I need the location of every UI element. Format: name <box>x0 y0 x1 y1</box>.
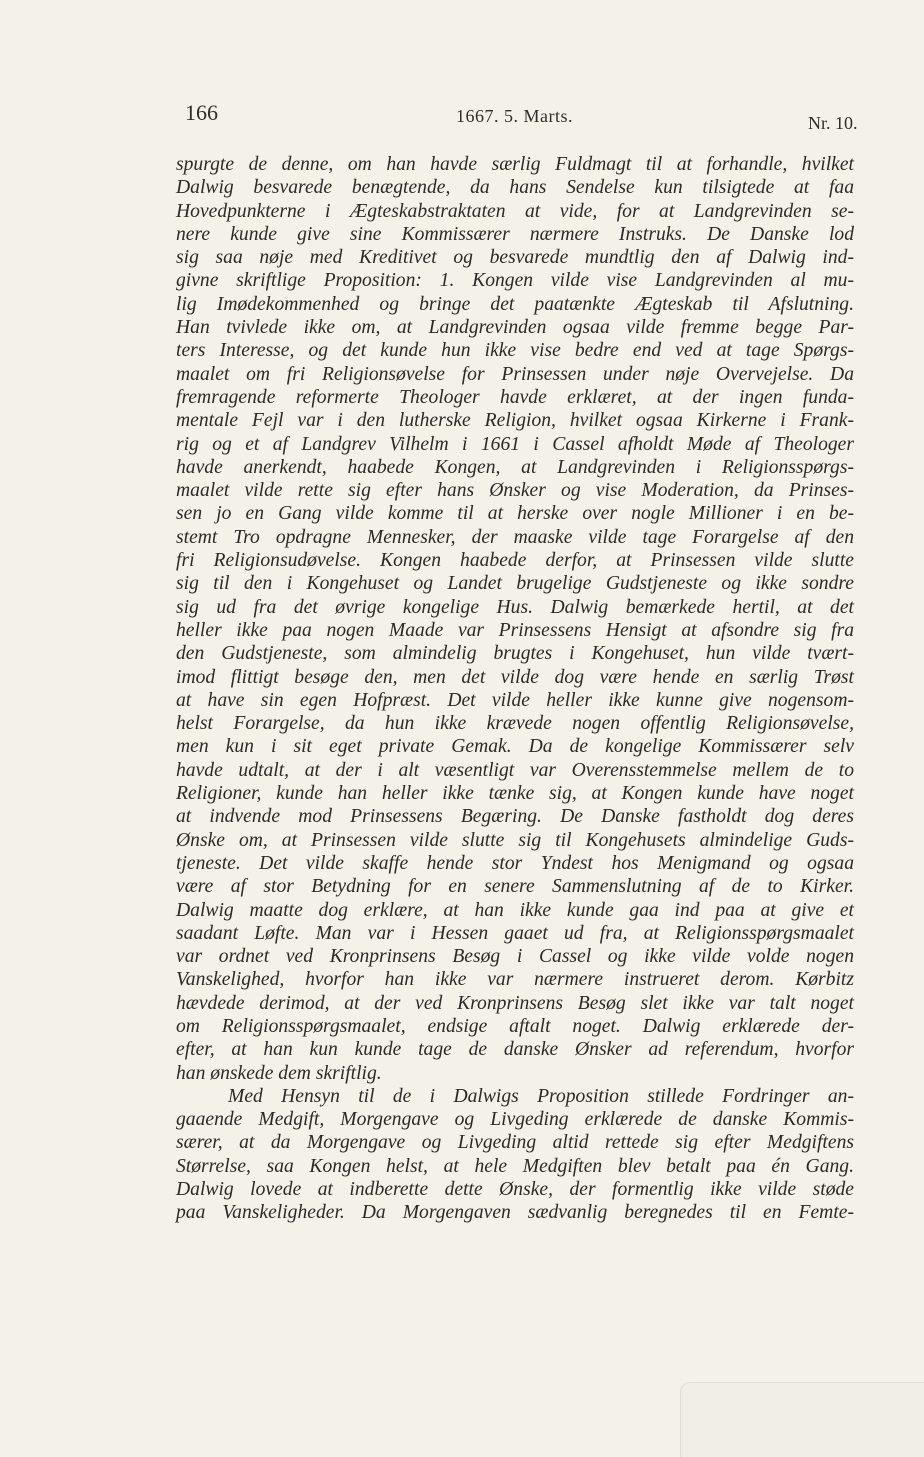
text-line: paa Vanskeligheder. Da Morgengaven sædvanlig beregnedes til en Femte- <box>176 1202 854 1224</box>
text-line: mentale Fejl var i den lutherske Religion, hvilket ogsaa Kirkerne i Frank- <box>176 410 854 432</box>
text-line: hævdede derimod, at der ved Kronprinsens Besøg slet ikke var talt noget <box>176 992 854 1014</box>
text-line: givne skriftlige Proposition: 1. Kongen vilde vise Landgrevinden al mu- <box>176 270 854 292</box>
text-line: stemt Tro opdragne Mennesker, der maaske vilde tage Forargelse af den <box>176 526 854 548</box>
text-line: lig Imødekommenhed og bringe det paatænkte Ægteskab til Afslutning. <box>176 293 854 315</box>
body-text <box>176 153 854 1225</box>
text-line: helst Forargelse, da hun ikke krævede nogen offentlig Religionsøvelse, <box>176 713 854 735</box>
text-line: Hovedpunkterne i Ægteskabstraktaten at vide, for at Landgrevinden se- <box>176 200 854 222</box>
text-line: Religioner, kunde han heller ikke tænke sig, at Kongen kunde have noget <box>176 783 854 805</box>
text-line: men kun i sit eget private Gemak. Da de kongelige Kommissærer selv <box>176 736 854 758</box>
text-line: han ønskede dem skriftlig. <box>176 1062 382 1084</box>
text-line: havde udtalt, at der i alt væsentligt var Overensstemmelse mellem de to <box>176 759 854 781</box>
text-line: saadant Løfte. Man var i Hessen gaaet ud fra, at Religionsspørgsmaalet <box>176 922 854 944</box>
text-line: imod flittigt besøge den, men det vilde dog være hende en særlig Trøst <box>176 666 854 688</box>
text-line: at have sin egen Hofpræst. Det vilde heller ikke kunne give nogensom- <box>176 689 854 711</box>
text-line: heller ikke paa nogen Maade var Prinsessens Hensigt at afsondre sig fra <box>176 619 854 641</box>
text-line: fri Religionsudøvelse. Kongen haabede derfor, at Prinsessen vilde slutte <box>176 550 854 572</box>
text-line: Med Hensyn til de i Dalwigs Proposition stillede Fordringer an- <box>228 1085 854 1107</box>
text-line: fremragende reformerte Theologer havde erklæret, at der ingen funda- <box>176 386 854 408</box>
text-line: efter, at han kun kunde tage de danske Ønsker ad referendum, hvorfor <box>176 1039 854 1061</box>
page-number: 166 <box>185 100 218 125</box>
text-line: Dalwig besvarede benægtende, da hans Sendelse kun tilsigtede at faa <box>176 177 854 199</box>
text-line: Han tvivlede ikke om, at Landgrevinden ogsaa vilde fremme begge Par- <box>176 317 854 339</box>
text-line: spurgte de denne, om han havde særlig Fuldmagt til at forhandle, hvilket <box>176 154 854 175</box>
text-line: om Religionsspørgsmaalet, endsige aftalt noget. Dalwig erklærede der- <box>176 1015 854 1037</box>
text-line: Vanskelighed, hvorfor han ikke var nærmere instrueret derom. Kørbitz <box>176 969 854 991</box>
running-header <box>0 0 924 140</box>
text-line: sig til den i Kongehuset og Landet brugelige Gudstjeneste og ikke sondre <box>176 573 854 595</box>
text-line: maalet vilde rette sig efter hans Ønsker og vise Moderation, da Prinses- <box>176 480 854 502</box>
text-line: tjeneste. Det vilde skaffe hende stor Yndest hos Menigmand og ogsaa <box>176 852 854 874</box>
text-line: sig ud fra det øvrige kongelige Hus. Dalwig bemærkede hertil, at det <box>176 596 854 618</box>
text-line: være af stor Betydning for en senere Sammenslutning af de to Kirker. <box>176 876 854 898</box>
text-line: særer, at da Morgengave og Livgeding altid rettede sig efter Medgiftens <box>176 1132 854 1154</box>
text-line: maalet om fri Religionsøvelse for Prinsessen under nøje Overvejelse. Da <box>176 363 854 385</box>
document-number: Nr. 10. <box>808 113 858 133</box>
text-line: var ordnet ved Kronprinsens Besøg i Cassel og ikke vilde volde nogen <box>176 946 854 968</box>
text-line: ters Interesse, og det kunde hun ikke vise bedre end ved at tage Spørgs- <box>176 340 854 362</box>
text-line: sen jo en Gang vilde komme til at herske over nogle Millioner i en be- <box>176 503 854 525</box>
text-line: sig saa nøje med Kreditivet og besvarede mundtlig den af Dalwig ind- <box>176 247 854 269</box>
text-line: gaaende Medgift, Morgengave og Livgeding erklærede de danske Kommis- <box>176 1109 854 1131</box>
text-line: rig og et af Landgrev Vilhelm i 1661 i Cassel afholdt Møde af Theologer <box>176 433 854 455</box>
text-line: den Gudstjeneste, som almindelig brugtes i Kongehuset, hun vilde tvært- <box>176 643 854 665</box>
text-line: Størrelse, saa Kongen helst, at hele Medgiften blev betalt paa én Gang. <box>176 1155 854 1177</box>
text-line: havde anerkendt, haabede Kongen, at Landgrevinden i Religionsspørgs- <box>176 456 854 478</box>
text-line: Dalwig lovede at indberette dette Ønske, der formentlig ikke vilde støde <box>176 1179 854 1201</box>
text-line: Dalwig maatte dog erklære, at han ikke kunde gaa ind paa at give et <box>176 899 854 921</box>
library-stamp <box>680 1382 924 1457</box>
text-line: nere kunde give sine Kommissærer nærmere Instruks. De Danske lod <box>176 223 854 245</box>
date-heading: 1667. 5. Marts. <box>456 106 573 126</box>
text-line: Ønske om, at Prinsessen vilde slutte sig til Kongehusets almindelige Guds- <box>176 829 854 851</box>
text-line: at indvende mod Prinsessens Begæring. De Danske fastholdt dog deres <box>176 806 854 828</box>
